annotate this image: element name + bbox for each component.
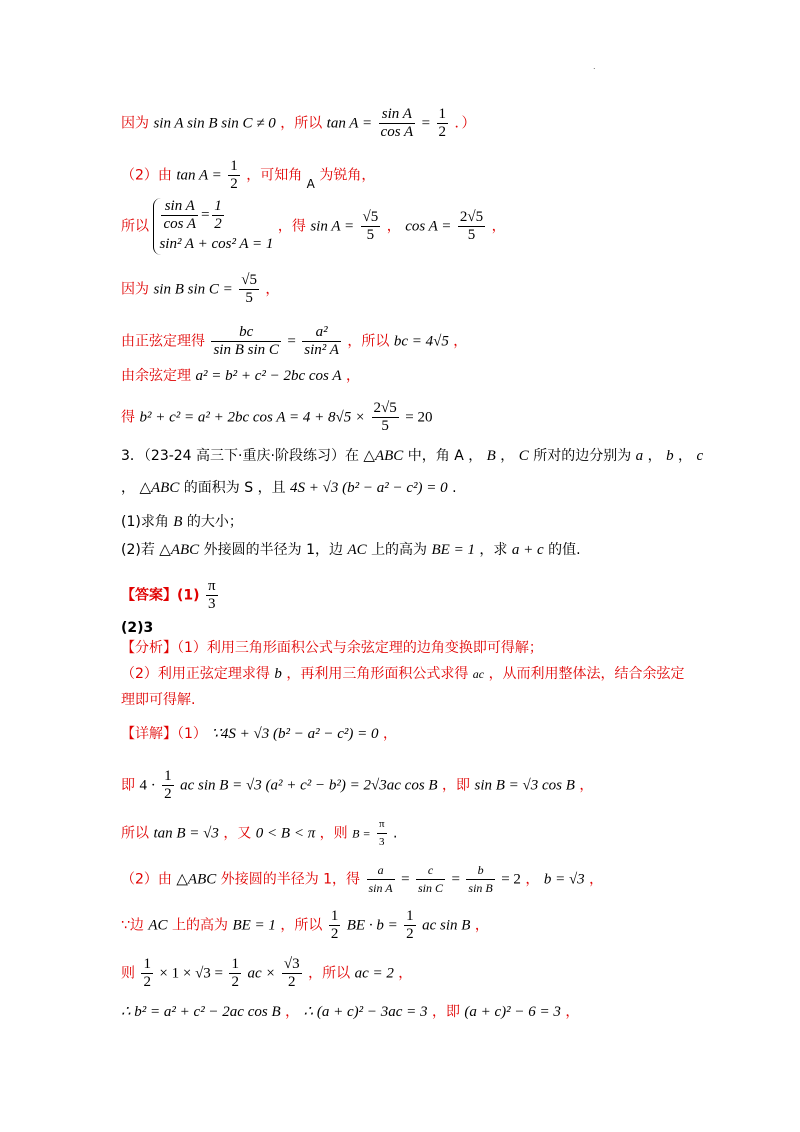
math: sin A = [310,218,355,235]
text: 即 [121,777,135,794]
answer-label: 【答案】(1) [121,587,200,604]
fraction: $\frac{b}{\text{sin B}}$ [468,863,493,895]
fraction: $\frac{\text{sin A}}{\text{cos A}}$ [380,106,414,140]
text: ，所以 [280,917,323,934]
detail-line-6 [121,956,412,991]
text: 的面积为 [183,480,240,496]
question-3-part-1 [121,512,243,532]
analysis-line-2 [121,664,685,684]
fraction: $\frac{1}{2}$ [164,768,172,802]
fraction: $\frac{√5}{5}$ [362,209,379,243]
fraction: $\frac{1}{2}$ [406,908,414,942]
text: ， [285,1004,300,1020]
fraction: $\frac{bc}{\text{sin B sin C}}$ [213,324,279,358]
question-3-line-2 [121,478,457,498]
math: AC [347,542,367,558]
math: △ABC [363,448,404,464]
math: 4 · [139,777,156,794]
fraction: $\frac{2√5}{5}$ [459,209,484,243]
detail-line-7 [121,1002,579,1022]
math: b [666,448,674,464]
text: 得 [121,409,135,426]
question-3-part-2 [121,540,581,560]
math: = [401,871,410,888]
text: ．） [454,115,476,132]
text: (1)求角 [121,514,169,530]
text: ， [491,218,506,235]
fraction: $\frac{\text{sin A}}{\text{cos A}}$ [163,198,197,232]
fraction: $\frac{1}{2}$ [230,158,238,192]
text: ， [386,218,401,235]
math: A [306,176,315,191]
math: A [454,448,464,464]
math: BE = 1 [232,917,276,934]
text: ， [474,917,489,934]
fraction: $\frac{c}{\text{sin C}}$ [418,863,444,895]
text: ，即 [431,1004,460,1020]
text: ， [398,965,413,982]
equation-system: $\frac{\text{sin A}}{\text{cos A}}$ = $\frac{1}{2}$ sin² A + cos² A = 1 [153,198,273,255]
math: B [173,514,183,530]
text: ，求 [479,542,508,558]
text: (2)若 [121,542,155,558]
text: ， [382,726,397,742]
math: = 20 [405,409,433,426]
answer-line [121,578,220,613]
math: ∵4S + √3 (b² − a² − c²) = 0 [211,726,379,742]
text: ， [589,871,604,888]
text: 所以 [121,825,149,842]
text: （2）由 [121,167,172,184]
text: ， [453,333,468,350]
text: ，且 [257,480,286,496]
detail-line-3 [121,816,397,851]
fraction: $\frac{1}{2}$ [330,908,339,942]
line-2 [121,158,375,193]
math: a + c [511,542,544,558]
text: ， [678,448,693,464]
math: BE · b = [346,917,398,934]
math: B = [352,826,371,841]
text: ，得 [277,218,306,235]
fraction: $\frac{1}{2}$ [214,198,222,232]
text: 则 [121,965,135,982]
math: tan A = [176,167,222,184]
text: 上的高为 [371,542,428,558]
math: S [244,480,254,496]
text: ，可知角 [246,167,303,184]
text: ，所以 [308,965,351,982]
math: C [518,448,529,464]
fraction: $\frac{\text{a²}}{\text{sin² A}}$ [304,324,339,358]
detail-line-1 [121,724,397,744]
math: ac × [247,965,276,982]
text: . [393,825,398,842]
math: a [635,448,644,464]
text: ， [565,1004,580,1020]
detail-line-5 [121,908,489,943]
math: bc = 4√5 [393,333,449,350]
math: sin B sin C = [153,281,233,298]
text: （2）由 [121,871,172,888]
text: 的值. [548,542,581,558]
math: 4S + √3 (b² − a² − c²) = 0 [290,480,448,496]
math: AC [148,917,168,934]
math: ac = 2 [354,965,394,982]
detail-line-2 [121,768,593,803]
text: ， [345,368,360,384]
text: ， [121,480,135,496]
fraction: $\frac{1}{2}$ [438,106,447,140]
text: ， [647,448,662,464]
text: ，所以 [280,115,323,132]
fraction: $\frac{\pi}{3}$ [379,818,385,848]
line-1 [121,106,476,141]
fraction: $\frac{\pi}{3}$ [208,578,216,612]
math: = [451,871,460,888]
math: = [421,115,431,132]
math: ac [472,667,485,681]
text: ，则 [319,825,348,842]
math: c [696,448,704,464]
text: 外接圆的半径为 1，边 [203,542,343,558]
math: = [287,333,296,350]
text: 3．（23-24 高三下·重庆·阶段练习）在 [121,448,359,464]
math: 0 < B < π [255,825,316,842]
fraction: $\frac{1}{2}$ [231,956,239,990]
fraction: $\frac{√5}{5}$ [241,272,257,306]
fraction: $\frac{√3}{2}$ [283,956,300,990]
math: ac sin B = √3 (a² + c² − b²) = 2√3ac cos B [180,777,438,794]
text: 因为 [121,115,149,132]
text: 中，角 [407,448,450,464]
math: sin B = √3 cos B [474,777,575,794]
line-4 [121,272,279,307]
math: tan B = √3 [153,825,219,842]
question-3-line-1 [121,446,703,466]
text: ， [468,448,483,464]
text: 的大小； [186,514,243,530]
text: ，再利用三角形面积公式求得 [286,666,469,682]
detail-line-4 [121,862,603,897]
math: = 2 [501,871,521,888]
line-3 [121,198,506,255]
text: 为锐角， [319,167,376,184]
math: BE = 1 [431,542,475,558]
fraction: $\frac{a}{\text{sin A}}$ [368,863,393,895]
text: ， [500,448,515,464]
text: 【详解】（1） [121,726,207,742]
fraction: $\frac{1}{2}$ [143,956,151,990]
corner-mark: . [593,62,596,71]
line-7 [121,400,432,435]
math: b² + c² = a² + 2bc cos A = 4 + 8√5 × [139,409,366,426]
math: sin A sin B sin C ≠ 0 [153,115,276,132]
math: △ABC [159,542,200,558]
text: 外接圆的半径为 1，得 [220,871,361,888]
math: b [274,666,282,682]
analysis-line-1: 【分析】（1）利用三角形面积公式与余弦定理的边角变换即可得解； [121,640,543,656]
text: 上的高为 [172,917,228,934]
text: 由正弦定理得 [121,333,205,350]
math: cos A = [405,218,452,235]
text: （2）利用正弦定理求得 [121,666,270,682]
math: tan A = [326,115,373,132]
math: △ABC [139,480,180,496]
text: . [452,480,457,496]
analysis-line-3: 理即可得解. [121,692,196,708]
math: b = √3 [543,871,585,888]
line-6 [121,366,360,386]
math: a² = b² + c² − 2bc cos A [195,368,342,384]
text: ，所以 [347,333,390,350]
text: 由余弦定理 [121,368,191,384]
text: ， [265,281,280,298]
math: (a + c)² − 6 = 3 [464,1004,561,1020]
text: ，又 [223,825,252,842]
math: ∴ (a + c)² − 3ac = 3 [303,1004,428,1020]
text: ∵边 [121,917,144,934]
text: 因为 [121,281,149,298]
text: 所以 [121,218,149,235]
math: ∴ b² = a² + c² − 2ac cos B [121,1004,281,1020]
text: ， [525,871,540,888]
line-5 [121,324,467,359]
math: B [486,448,496,464]
text: ，从而利用整体法，结合余弦定 [488,666,685,682]
text: ， [579,777,594,794]
math: × 1 × √3 = [159,965,224,982]
fraction: $\frac{2√5}{5}$ [373,400,397,434]
math: △ABC [176,871,217,888]
text: 所对的边分别为 [533,448,632,464]
answer-part-2: (2)3 [121,620,154,636]
math: ac sin B [422,917,471,934]
text: ，即 [442,777,471,794]
